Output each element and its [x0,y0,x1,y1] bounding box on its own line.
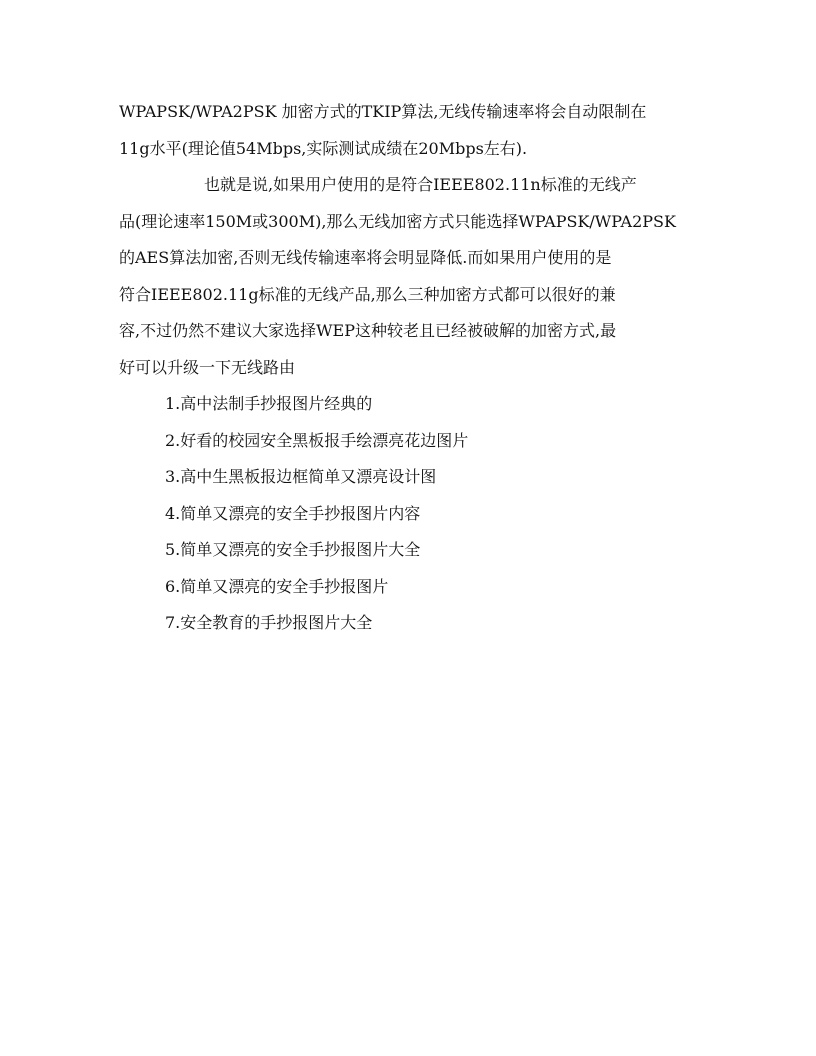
list-item: 4.简单又漂亮的安全手抄报图片内容 [165,503,421,523]
list-item: 6.简单又漂亮的安全手抄报图片 [165,576,389,596]
list-item: 3.高中生黑板报边框简单又漂亮设计图 [165,467,437,486]
list-item: 5.简单又漂亮的安全手抄报图片大全 [165,540,421,559]
text-line: 容,不过仍然不建议大家选择WEP这种较老且已经被破解的加密方式,最 [119,321,617,340]
text-line: 符合IEEE802.11g标准的无线产品,那么三种加密方式都可以很好的兼 [119,284,616,304]
paragraph-tkip [119,94,699,167]
text-line: 的AES算法加密,否则无线传输速率将会明显降低.而如果用户使用的是 [119,248,612,267]
document-body [119,94,699,642]
list-item: 1.高中法制手抄报图片经典的 [165,394,373,413]
paragraph-encryption-advice [119,167,699,386]
text-line: 也就是说,如果用户使用的是符合IEEE802.11n标准的无线产 [204,175,637,194]
list-item: 7.安全教育的手抄报图片大全 [165,613,373,632]
text-line: 好可以升级一下无线路由 [119,357,296,377]
text-line: 品(理论速率150M或300M),那么无线加密方式只能选择WPAPSK/WPA2PSK [119,211,676,231]
text-line: WPAPSK/WPA2PSK 加密方式的TKIP算法,无线传输速率将会自动限制在 [119,102,647,121]
list-item: 2.好看的校园安全黑板报手绘漂亮花边图片 [165,430,469,450]
numbered-list [119,386,699,642]
text-line: 11g水平(理论值54Mbps,实际测试成绩在20Mbps左右). [119,138,528,158]
